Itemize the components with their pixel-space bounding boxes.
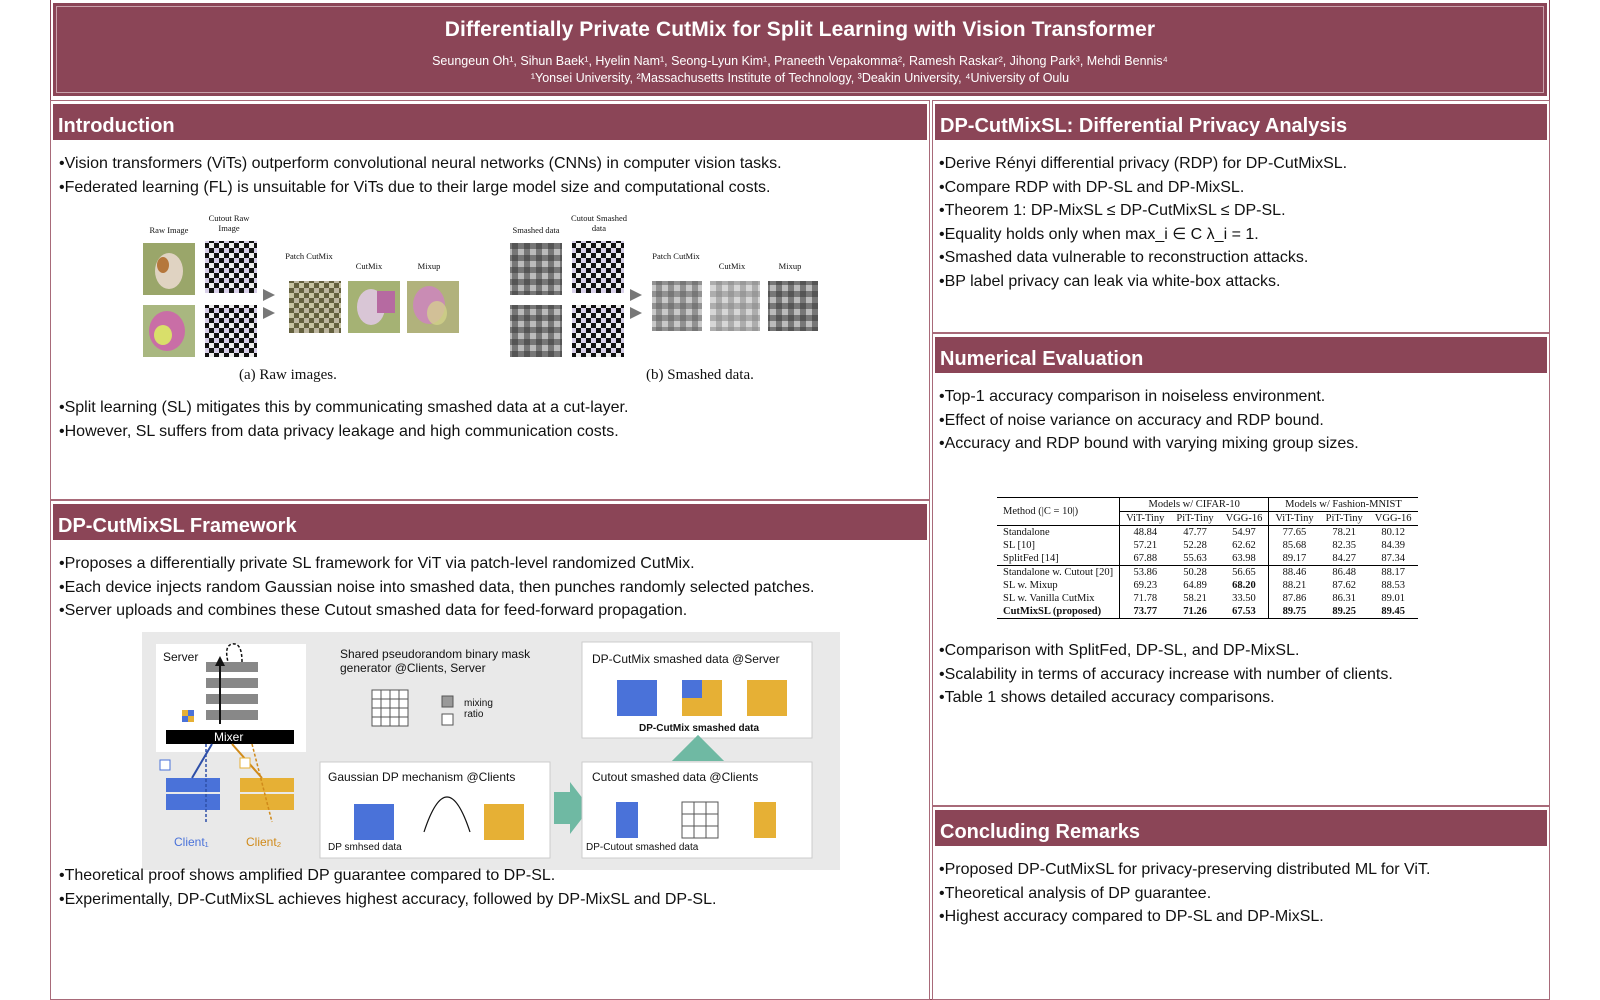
bullet-item: • Smashed data vulnerable to reconstruction attacks.: [939, 246, 1549, 270]
table-cell: 71.26: [1183, 606, 1207, 617]
figure-label: Smashed data: [512, 225, 560, 235]
table-cell: 88.46: [1282, 567, 1307, 578]
bullet-item: • Vision transformers (ViTs) outperform convolutional neural networks (CNNs) in computer vision tasks.: [59, 152, 929, 176]
dp-analysis-panel: [932, 100, 1550, 333]
results-table: [997, 497, 1418, 619]
figure-caption-a: (a) Raw images.: [239, 367, 337, 383]
table-cell: 86.48: [1332, 567, 1357, 578]
bullet-item: • Each device injects random Gaussian noise into smashed data, then punches randomly selected patches.: [59, 576, 929, 600]
figure-label: Cutout Raw Image: [208, 213, 250, 233]
figure-label: Mixup: [417, 261, 441, 271]
table-cell: 89.45: [1381, 606, 1405, 617]
bullet-item: • Server uploads and combines these Cutout smashed data for feed-forward propagation.: [59, 599, 929, 623]
table-cell: 88.53: [1381, 580, 1405, 591]
figure-label: Patch CutMix: [285, 251, 333, 261]
step3-label: DP-CutMix smashed data @Server: [592, 652, 780, 666]
step2-label: Cutout smashed data @Clients: [592, 770, 759, 784]
client1-label: Client₁: [174, 835, 209, 849]
table-cell-method: Standalone: [997, 526, 1120, 540]
table-header: Models w/ CIFAR-10: [1120, 498, 1269, 512]
raw-images-figure: [139, 213, 479, 393]
table-cell-method: SplitFed [14]: [997, 552, 1120, 566]
table-row: [997, 539, 1418, 552]
table-cell: 63.98: [1220, 552, 1269, 566]
table-cell: 80.12: [1381, 527, 1405, 538]
evaluation-panel: [932, 333, 1550, 806]
client2-label: Client₂: [246, 835, 282, 849]
figure-caption-b: (b) Smashed data.: [646, 367, 754, 383]
bullet-item: • Equality holds only when max_i ∈ C λ_i = 1.: [939, 223, 1549, 247]
smashed-data-figure: [506, 213, 846, 393]
table-cell: 82.35: [1332, 540, 1357, 551]
table-cell: 78.21: [1332, 527, 1357, 538]
bullet-list: [59, 864, 716, 911]
table-cell: 64.89: [1183, 580, 1207, 591]
table-cell: 71.78: [1133, 593, 1158, 604]
bullet-item: • Effect of noise variance on accuracy and RDP bound.: [939, 409, 1549, 433]
table-header: Models w/ Fashion-MNIST: [1269, 498, 1418, 512]
section-title: DP-CutMixSL: Differential Privacy Analysis: [935, 104, 1547, 140]
framework-diagram: [142, 632, 840, 870]
table-cell: 86.31: [1332, 593, 1357, 604]
bullet-item: • BP label privacy can leak via white-box attacks.: [939, 270, 1549, 294]
table-cell: 56.65: [1220, 566, 1269, 580]
author-list: Seungeun Oh¹, Sihun Baek¹, Hyelin Nam¹, Seong-Lyun Kim¹, Praneeth Vepakomma², Ramesh Raskar², Jihong Park³, Mehdi Bennis⁴: [432, 54, 1168, 68]
table-cell: 88.17: [1381, 567, 1405, 578]
table-cell: 48.84: [1133, 527, 1158, 538]
server-label: Server: [163, 650, 199, 664]
bullet-item: • Highest accuracy compared to DP-SL and DP-MixSL.: [939, 905, 1549, 929]
table-cell: 87.34: [1381, 553, 1405, 564]
bullet-list: [59, 552, 929, 623]
bullet-list: [939, 858, 1549, 929]
figure-label: Patch CutMix: [652, 251, 700, 261]
table-row: [997, 552, 1418, 566]
bullet-item: • Top-1 accuracy comparison in noiseless environment.: [939, 385, 1549, 409]
section-title: Concluding Remarks: [935, 810, 1547, 846]
table-cell: 33.50: [1220, 592, 1269, 605]
figure-label: Cutout Smashed data: [571, 213, 627, 233]
figure-label: Raw Image: [149, 225, 189, 235]
bullet-item: • Compare RDP with DP-SL and DP-MixSL.: [939, 176, 1549, 200]
table-header: VGG-16: [1220, 512, 1269, 526]
table-cell-method: SL w. Mixup: [997, 579, 1120, 592]
bullet-item: • Theoretical analysis of DP guarantee.: [939, 882, 1549, 906]
table-cell: 73.77: [1133, 606, 1158, 617]
table-cell: 89.17: [1282, 553, 1307, 564]
table-cell: 53.86: [1133, 567, 1158, 578]
table-cell: 89.25: [1332, 606, 1357, 617]
table-header: VGG-16: [1374, 513, 1412, 524]
results-table-wrap: [997, 497, 1418, 619]
bullet-item: • Proposes a differentially private SL framework for ViT via patch-level randomized CutMix.: [59, 552, 929, 576]
mixer-label: Mixer: [214, 730, 244, 744]
table-cell: 54.97: [1220, 526, 1269, 540]
bullet-list: [59, 152, 929, 199]
bullet-item: • Proposed DP-CutMixSL for privacy-preserving distributed ML for ViT.: [939, 858, 1549, 882]
table-cell-method: Standalone w. Cutout [20]: [997, 566, 1120, 580]
figure-label: Mixup: [778, 261, 802, 271]
conclusion-panel: [932, 806, 1550, 1000]
section-title: Numerical Evaluation: [935, 337, 1547, 373]
affiliation-list: ¹Yonsei University, ²Massachusetts Institute of Technology, ³Deakin University, ⁴University of Oulu: [530, 71, 1070, 85]
step1-sub-label: DP smhsed data: [328, 842, 402, 853]
table-cell: 69.23: [1133, 580, 1158, 591]
table-row: [997, 566, 1418, 580]
bullet-list: [59, 396, 628, 443]
table-cell: 88.21: [1282, 580, 1307, 591]
bullet-item: • Comparison with SplitFed, DP-SL, and DP-MixSL.: [939, 639, 1393, 663]
table-cell: 47.77: [1183, 527, 1207, 538]
table-header: Method (|C = 10|): [997, 498, 1120, 526]
table-header: ViT-Tiny: [1126, 513, 1165, 524]
bullet-item: • Federated learning (FL) is unsuitable for ViTs due to their large model size and computational costs.: [59, 176, 929, 200]
table-cell: 68.20: [1220, 579, 1269, 592]
table-cell: 84.27: [1332, 553, 1357, 564]
table-cell: 58.21: [1183, 593, 1207, 604]
table-row: [997, 579, 1418, 592]
table-header: PiT-Tiny: [1325, 513, 1363, 524]
table-row: [997, 526, 1418, 540]
bullet-item: • Derive Rényi differential privacy (RDP) for DP-CutMixSL.: [939, 152, 1549, 176]
table-cell: 50.28: [1183, 567, 1207, 578]
bullet-item: • Scalability in terms of accuracy increase with number of clients.: [939, 663, 1393, 687]
bullet-item: • Accuracy and RDP bound with varying mixing group sizes.: [939, 432, 1549, 456]
bullet-item: • Table 1 shows detailed accuracy comparisons.: [939, 686, 1393, 710]
mixing-ratio-label: mixing ratio: [464, 698, 493, 720]
table-cell: 62.62: [1220, 539, 1269, 552]
table-cell: 77.65: [1282, 527, 1307, 538]
figure-label: CutMix: [718, 261, 746, 271]
table-header: ViT-Tiny: [1275, 513, 1314, 524]
section-title: Introduction: [53, 104, 927, 140]
framework-panel: [50, 500, 930, 1000]
bullet-item: • Experimentally, DP-CutMixSL achieves highest accuracy, followed by DP-MixSL and DP-SL.: [59, 888, 716, 912]
table-block: [997, 526, 1418, 566]
table-cell: 89.01: [1381, 593, 1405, 604]
raw-images-thumbnails: [139, 213, 479, 393]
table-row: [997, 592, 1418, 605]
step2-sub-label: DP-Cutout smashed data: [586, 842, 699, 853]
table-cell: 87.62: [1332, 580, 1357, 591]
table-cell: 87.86: [1282, 593, 1307, 604]
figure-label: CutMix: [355, 261, 383, 271]
table-row: [997, 605, 1418, 619]
table-cell: 85.68: [1282, 540, 1307, 551]
step0-label: Shared pseudorandom binary mask generator @Clients, Server: [340, 647, 531, 675]
bullet-item: • Split learning (SL) mitigates this by communicating smashed data at a cut-layer.: [59, 396, 628, 420]
section-title: DP-CutMixSL Framework: [53, 504, 927, 540]
table-cell: 52.28: [1183, 540, 1207, 551]
bullet-item: • However, SL suffers from data privacy leakage and high communication costs.: [59, 420, 628, 444]
bullet-list: [939, 152, 1549, 293]
table-header: PiT-Tiny: [1176, 513, 1214, 524]
table-block: [997, 566, 1418, 619]
poster-title: Differentially Private CutMix for Split Learning with Vision Transformer: [444, 18, 1156, 41]
bullet-item: • Theorem 1: DP-MixSL ≤ DP-CutMixSL ≤ DP-SL.: [939, 199, 1549, 223]
bullet-list: [939, 639, 1393, 710]
table-cell-method: SL w. Vanilla CutMix: [997, 592, 1120, 605]
bullet-item: • Theoretical proof shows amplified DP guarantee compared to DP-SL.: [59, 864, 716, 888]
table-cell: 55.63: [1183, 553, 1207, 564]
poster-header: [53, 3, 1547, 96]
table-cell: 67.88: [1133, 553, 1158, 564]
step1-label: Gaussian DP mechanism @Clients: [328, 770, 516, 784]
introduction-panel: [50, 100, 930, 500]
step3-sub-label: DP-CutMix smashed data: [639, 723, 760, 734]
table-cell-method: CutMixSL (proposed): [997, 605, 1120, 619]
smashed-data-thumbnails: [506, 213, 846, 393]
table-cell: 89.75: [1282, 606, 1307, 617]
table-cell: 67.53: [1220, 605, 1269, 619]
table-cell: 57.21: [1133, 540, 1158, 551]
bullet-list: [939, 385, 1549, 456]
table-cell: 84.39: [1381, 540, 1405, 551]
table-cell-method: SL [10]: [997, 539, 1120, 552]
